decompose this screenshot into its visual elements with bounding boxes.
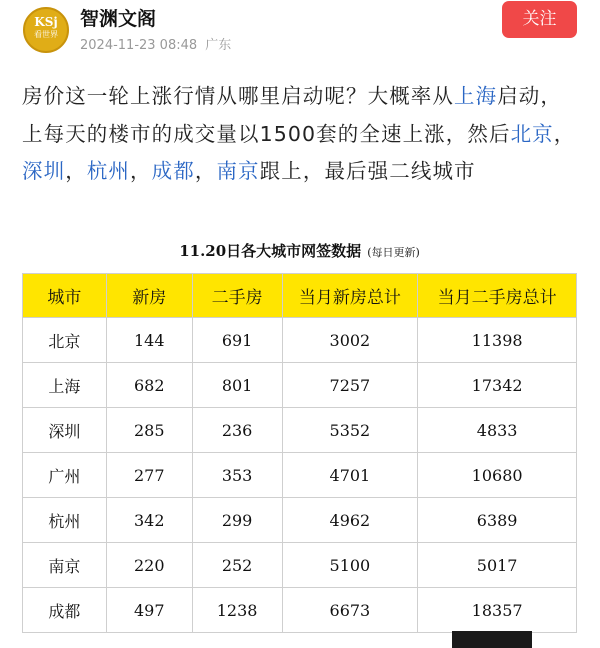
cell-month-resale: 18357 xyxy=(418,588,577,633)
post-text-separator: ， xyxy=(130,159,152,183)
cell-city: 北京 xyxy=(23,318,107,363)
cell-new: 285 xyxy=(106,408,192,453)
post-text-separator: ， xyxy=(553,121,576,146)
post-text-separator: ， xyxy=(194,159,217,183)
cell-month-new: 7257 xyxy=(282,363,418,408)
header-city: 城市 xyxy=(23,274,107,318)
table-row xyxy=(23,408,577,453)
cell-new: 682 xyxy=(106,363,192,408)
cell-month-new: 5100 xyxy=(282,543,418,588)
header-resale-homes: 二手房 xyxy=(192,274,282,318)
cell-resale: 801 xyxy=(192,363,282,408)
table-title xyxy=(22,231,577,271)
avatar[interactable] xyxy=(23,7,69,53)
cell-month-resale: 17342 xyxy=(418,363,577,408)
header-new-homes: 新房 xyxy=(106,274,192,318)
table-title-note: (每日更新) xyxy=(367,246,420,259)
city-link-chengdu[interactable]: 成都 xyxy=(151,159,195,183)
follow-button[interactable]: 关注 xyxy=(502,1,577,38)
cell-month-resale: 4833 xyxy=(418,408,577,453)
cell-new: 342 xyxy=(106,498,192,543)
city-link-beijing[interactable]: 北京 xyxy=(510,121,554,146)
cell-month-new: 3002 xyxy=(282,318,418,363)
cropped-watermark xyxy=(452,631,532,648)
city-link-nanjing[interactable]: 南京 xyxy=(216,159,260,183)
table-row xyxy=(23,588,577,633)
post-meta xyxy=(80,34,231,53)
cell-month-new: 5352 xyxy=(282,408,418,453)
cell-resale: 691 xyxy=(192,318,282,363)
cell-resale: 299 xyxy=(192,498,282,543)
post-text-segment: 跟上，最后强二线城市 xyxy=(259,159,476,183)
cell-city: 深圳 xyxy=(23,408,107,453)
avatar-logo-text: KSj xyxy=(34,15,58,29)
cell-month-resale: 10680 xyxy=(418,453,577,498)
table-row xyxy=(23,363,577,408)
cell-new: 144 xyxy=(106,318,192,363)
cell-resale: 236 xyxy=(192,408,282,453)
post-text-separator: ， xyxy=(65,159,87,183)
table-row xyxy=(23,453,577,498)
city-link-shenzhen[interactable]: 深圳 xyxy=(22,159,66,183)
city-link-hangzhou[interactable]: 杭州 xyxy=(86,159,131,183)
post-text-segment: 房价这一轮上涨行情从哪里启动呢？大概率从 xyxy=(22,84,454,108)
transactions-table xyxy=(22,273,577,633)
cell-resale: 252 xyxy=(192,543,282,588)
avatar-logo-subtext: 看世界 xyxy=(34,30,58,39)
header-month-new-total: 当月新房总计 xyxy=(282,274,418,318)
cell-month-new: 4962 xyxy=(282,498,418,543)
cell-month-new: 4701 xyxy=(282,453,418,498)
table-row xyxy=(23,543,577,588)
cell-resale: 1238 xyxy=(192,588,282,633)
cell-city: 杭州 xyxy=(23,498,107,543)
post-location: 广东 xyxy=(205,38,232,53)
city-link-shanghai[interactable]: 上海 xyxy=(454,84,498,108)
post-text-segment: 启动，上每天的楼市的成交量以1500套的全速上涨，然后 xyxy=(22,84,563,146)
cell-resale: 353 xyxy=(192,453,282,498)
table-row xyxy=(23,498,577,543)
cell-month-resale: 11398 xyxy=(418,318,577,363)
cell-city: 成都 xyxy=(23,588,107,633)
cell-new: 277 xyxy=(106,453,192,498)
cell-new: 220 xyxy=(106,543,192,588)
post-header xyxy=(0,0,600,62)
post-image[interactable] xyxy=(22,231,577,648)
cell-city: 上海 xyxy=(23,363,107,408)
cell-city: 广州 xyxy=(23,453,107,498)
table-header-row xyxy=(23,274,577,318)
cell-month-new: 6673 xyxy=(282,588,418,633)
table-row xyxy=(23,318,577,363)
post-text xyxy=(22,78,582,191)
header-month-resale-total: 当月二手房总计 xyxy=(418,274,577,318)
post-date: 2024-11-23 08:48 xyxy=(80,38,198,53)
author-name[interactable]: 智渊文阁 xyxy=(80,8,157,30)
cell-month-resale: 6389 xyxy=(418,498,577,543)
cell-new: 497 xyxy=(106,588,192,633)
cell-city: 南京 xyxy=(23,543,107,588)
table-title-text: 11.20日各大城市网签数据 xyxy=(179,242,362,260)
cell-month-resale: 5017 xyxy=(418,543,577,588)
